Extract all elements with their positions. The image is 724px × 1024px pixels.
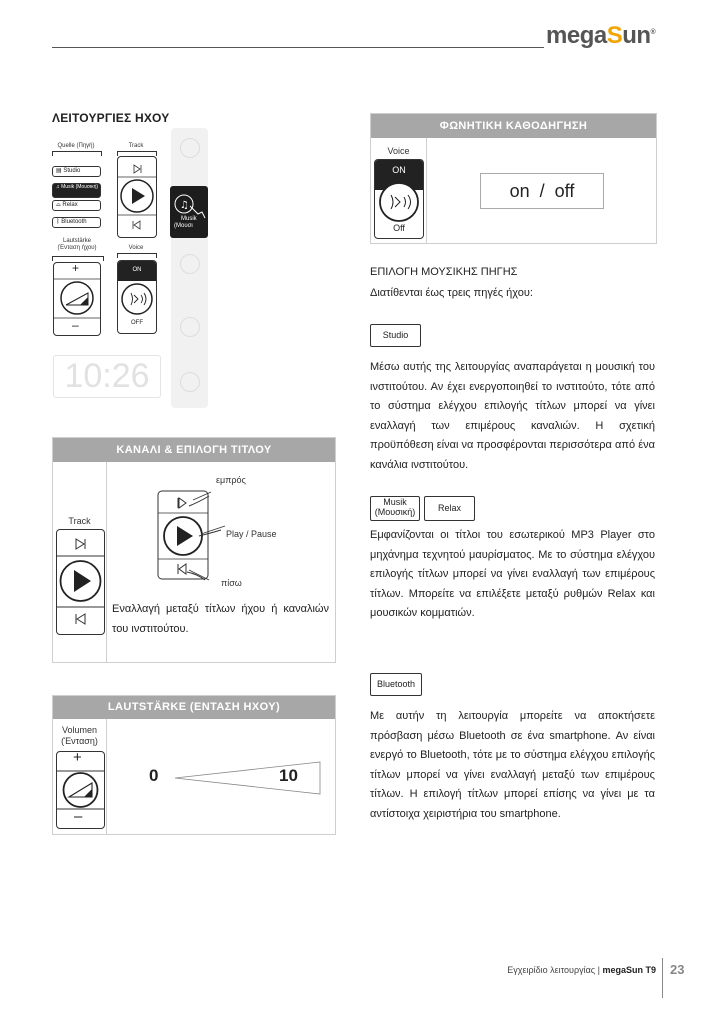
- track-selection-box: [52, 437, 336, 663]
- volume-box-label: Volumen (Ένταση): [61, 725, 98, 746]
- source-label: Quelle (Πηγή): [57, 143, 95, 149]
- footer-text: Εγχειρίδιο λειτουργίας | megaSun T9: [507, 965, 656, 975]
- bluetooth-description: Με αυτήν τη λειτουργία μπορείτε να αποκτήσετε πρόσβαση μέσω Bluetooth σε ένα smartphone. Αν είναι ενεργό το Bluetooth, τότε με το σύστημα ελέγχου επιλογής τίτλων μπορεί να γίνει εναλλαγή μεταξύ των επιμέρους τίτλων. Η επιλογή τίτλων μπορεί επίσης να γίνει με τα αντίστοιχα χειριστήρια του smartphone.: [370, 710, 655, 820]
- volume-max: 10: [279, 766, 298, 785]
- volume-box-icon-column: [53, 719, 107, 834]
- volume-box-title: LAUTSTÄRKE (ΕΝΤΑΣΗ ΗΧΟΥ): [53, 696, 335, 719]
- track-box-device: [56, 529, 105, 635]
- musik-description: Εμφανίζονται οι τίτλοι του εσωτερικού MP3 Player στο μηχάνημα τεχνητού μαυρίσματος. Με το σύστημα ελέγχου επιλογής τίτλων μπορεί να γίνει εναλλαγή των επιμέρους τίτλων. Μπορείτε να επιλέξετε μεταξύ ρυθμών Relax και μουσικών κομματιών.: [370, 529, 655, 619]
- volume-box-minus[interactable]: –: [74, 808, 83, 825]
- track-description: Εναλλαγή μεταξύ τίτλων ήχου ή καναλιών του ινστιτούτου.: [112, 603, 329, 635]
- musik-overlay-label: Musik: [181, 216, 197, 222]
- source-musik-button[interactable]: ♫ Musik (Μουσική): [52, 183, 101, 198]
- volume-device: [53, 262, 101, 336]
- voice-device: [117, 260, 157, 334]
- source-relax-button[interactable]: ⌓ Relax: [52, 200, 101, 211]
- track-label: Track: [128, 143, 144, 149]
- voice-box-icon-column: [371, 138, 427, 243]
- voice-box-device: [374, 159, 424, 239]
- track-device-graphic: [118, 157, 156, 237]
- clock-display: 10:26: [53, 355, 161, 398]
- relax-tag: Relax: [424, 496, 475, 521]
- volume-box-device: [56, 751, 105, 829]
- music-note-hand-icon: [170, 186, 208, 238]
- voice-on-label[interactable]: ON: [132, 267, 142, 273]
- megasun-logo: megaSun®: [546, 22, 656, 49]
- bluetooth-tag: Bluetooth: [370, 673, 422, 696]
- volume-min: 0: [149, 766, 159, 785]
- section-title: ΛΕΙΤΟΥΡΓΙΕΣ ΗΧΟΥ: [52, 111, 170, 125]
- relax-icon: ⌓: [56, 202, 61, 208]
- ghost-power-icon: [180, 138, 200, 158]
- track-box-device-graphic: [57, 530, 104, 634]
- track-box-title: ΚΑΝΑΛΙ & ΕΠΙΛΟΓΗ ΤΙΤΛΟΥ: [53, 438, 335, 462]
- music-note-icon: ♫: [56, 184, 60, 190]
- source-bluetooth-button[interactable]: ᛒ Bluetooth: [52, 217, 101, 228]
- volume-minus[interactable]: –: [72, 318, 79, 332]
- music-source-intro: Διατίθενται έως τρεις πηγές ήχου:: [370, 287, 533, 299]
- forward-label: εμπρός: [216, 475, 246, 485]
- studio-tag: Studio: [370, 324, 421, 347]
- voice-box-title: ΦΩΝΗΤΙΚΗ ΚΑΘΟΔΗΓΗΣΗ: [371, 114, 656, 138]
- voice-label: Voice: [128, 245, 144, 251]
- voice-guidance-box: [370, 113, 657, 244]
- back-label: πίσω: [221, 578, 242, 588]
- voice-bracket: [117, 253, 157, 258]
- voice-off-label[interactable]: OFF: [131, 320, 143, 326]
- volume-wedge: [173, 760, 323, 796]
- voice-box-on[interactable]: ON: [392, 165, 406, 175]
- header-rule: [52, 47, 544, 48]
- radio-icon: ▤: [56, 168, 62, 174]
- track-device: [117, 156, 157, 238]
- voice-box-label: Voice: [387, 146, 410, 156]
- track-box-label: Track: [68, 516, 91, 526]
- voice-display: on / off: [480, 173, 604, 209]
- volume-box: [52, 695, 336, 835]
- volume-label: Lautstärke (Ένταση ήχου): [57, 238, 97, 251]
- track-box-icon-column: [53, 462, 107, 662]
- musik-tag: Musik (Μουσική): [370, 496, 420, 521]
- play-pause-label: Play / Pause: [226, 529, 277, 539]
- ghost-button-icon: [180, 317, 200, 337]
- voice-box-off[interactable]: Off: [393, 223, 405, 233]
- ghost-fan-icon: [180, 254, 200, 274]
- music-source-title: ΕΠΙΛΟΓΗ ΜΟΥΣΙΚΗΣ ΠΗΓΗΣ: [370, 266, 518, 278]
- musik-overlay-sublabel: (Μουσι: [174, 223, 193, 229]
- ghost-stop-icon: [180, 372, 200, 392]
- svg-text:♫: ♫: [180, 200, 189, 211]
- source-studio-button[interactable]: ▤ Studio: [52, 166, 101, 177]
- volume-plus[interactable]: +: [72, 261, 80, 275]
- source-bracket: [52, 151, 102, 156]
- musik-highlight: [170, 186, 208, 238]
- page-number: 23: [670, 962, 685, 977]
- bluetooth-icon: ᛒ: [56, 219, 60, 225]
- studio-description: Μέσω αυτής της λειτουργίας αναπαράγεται η μουσική του ινστιτούτου. Αν έχει ενεργοποιηθεί το ινστιτούτο, τότε από το σύστημα ελέγχου επιλογής τίτλων μπορεί να γίνει εναλλαγή των επιμέρους καναλιών. Η σχετική προϋπόθεση είναι να προσφέρονται περισσότερα από ένα κανάλια ινστιτούτου.: [370, 361, 655, 471]
- footer-divider: [662, 958, 663, 998]
- volume-box-plus[interactable]: +: [73, 749, 82, 766]
